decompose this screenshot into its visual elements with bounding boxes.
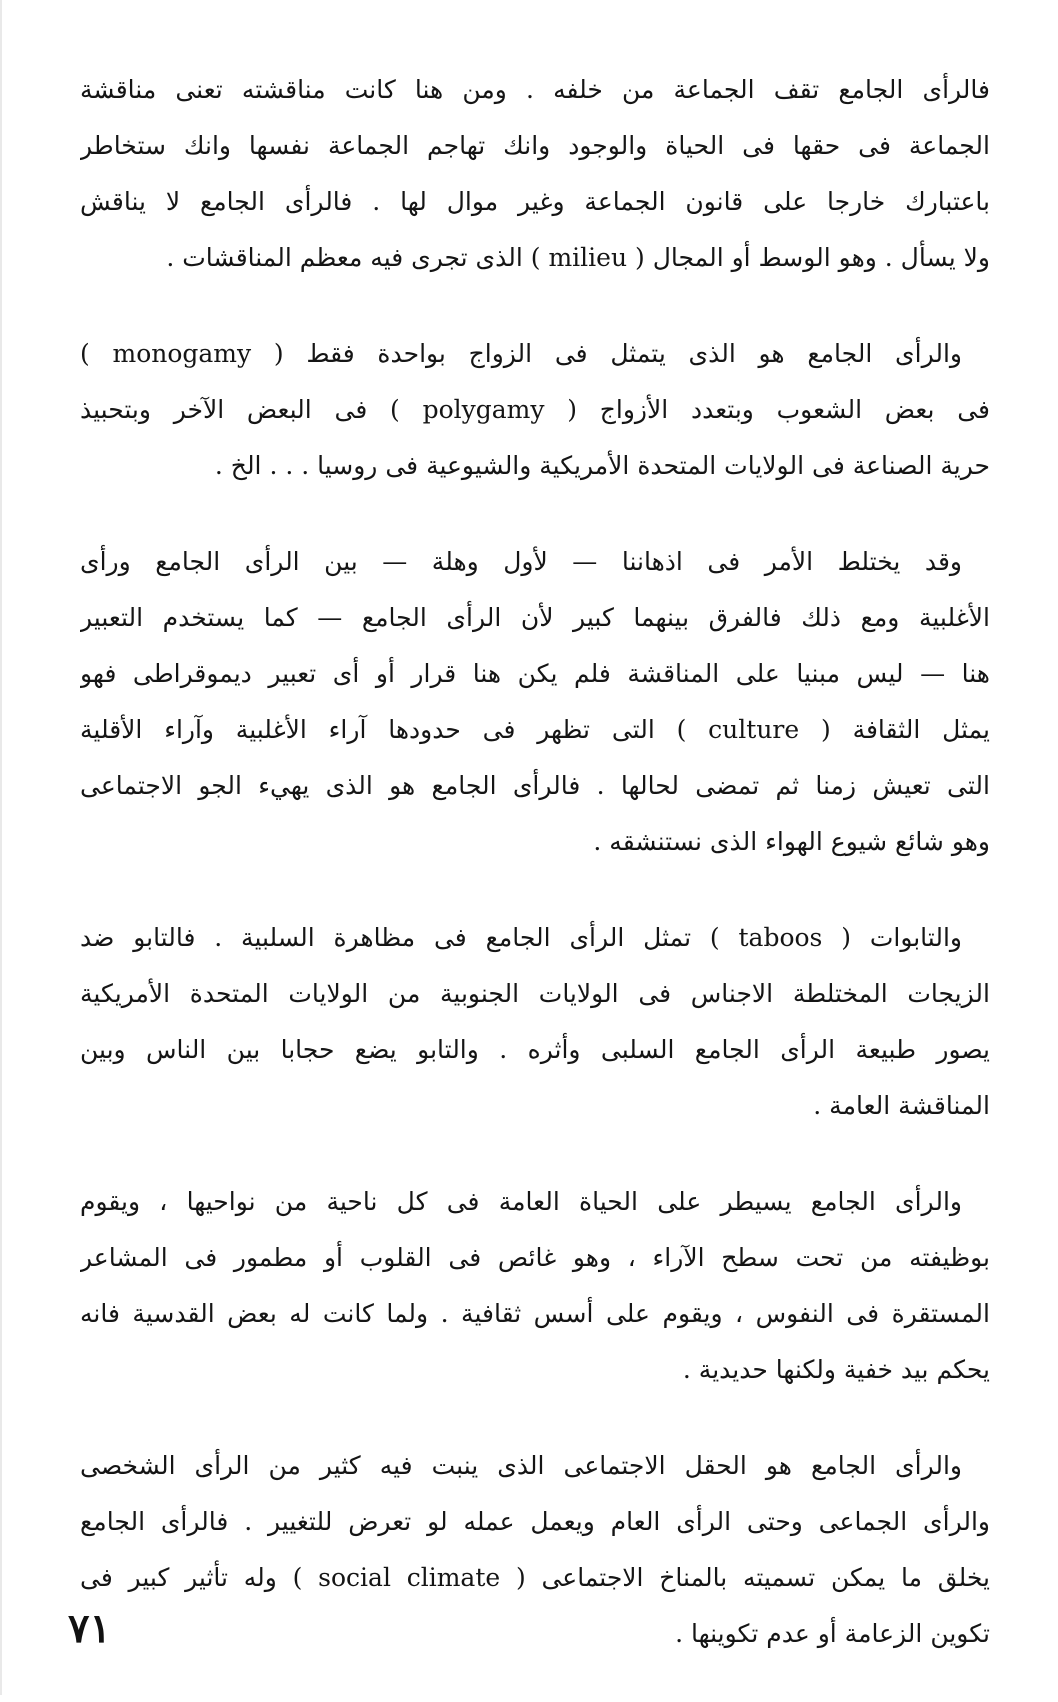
text-line: هنا — ليس مبنيا على المناقشة فلم يكن هنا قرار أو أى تعبير ديموقراطى فهو [80,659,990,688]
text-line: تكوين الزعامة أو عدم تكوينها . [675,1619,990,1648]
text-line: والرأى الجماعى وحتى الرأى العام ويعمل عمله لو تعرض للتغيير . فالرأى الجامع [80,1507,990,1536]
body-text [80,62,990,1702]
text-line: الزيجات المختلطة الاجناس فى الولايات الجنوبية من الولايات المتحدة الأمريكية [80,979,990,1008]
text-line: باعتبارك خارجا على قانون الجماعة وغير موال لها . فالرأى الجامع لا يناقش [80,187,990,216]
text-line: التى تعيش زمنا ثم تمضى لحالها . فالرأى الجامع هو الذى يهيء الجو الاجتماعى [80,771,990,800]
text-line: فى بعض الشعوب وبتعدد الأزواج ( polygamy ) فى البعض الآخر وبتحبيذ [80,395,990,424]
text-line: المستقرة فى النفوس ، ويقوم على أسس ثقافية . ولما كانت له بعض القدسية فانه [80,1299,990,1328]
scan-edge [0,0,2,1695]
text-line: والرأى الجامع هو الذى يتمثل فى الزواج بواحدة فقط ( monogamy ) [80,339,962,368]
text-line: حرية الصناعة فى الولايات المتحدة الأمريكية والشيوعية فى روسيا . . . الخ . [214,451,990,480]
text-line: المناقشة العامة . [813,1091,990,1120]
paragraph-4 [80,910,990,1134]
page-number: ٧١ [68,1605,111,1652]
text-line: يمثل الثقافة ( culture ) التى تظهر فى حدودها آراء الأغلبية وآراء الأقلية [80,715,990,744]
text-line: والرأى الجامع يسيطر على الحياة العامة فى كل ناحية من نواحيها ، ويقوم [80,1187,962,1216]
paragraph-6 [80,1438,990,1662]
text-line: يخلق ما يمكن تسميته بالمناخ الاجتماعى ( social climate ) وله تأثير كبير فى [80,1563,990,1592]
text-line: بوظيفته من تحت سطح الآراء ، وهو غائص فى القلوب أو مطمور فى المشاعر [80,1243,990,1272]
text-line: وقد يختلط الأمر فى اذهاننا — لأول وهلة — بين الرأى الجامع ورأى [80,547,962,576]
text-line: فالرأى الجامع تقف الجماعة من خلفه . ومن هنا كانت مناقشته تعنى مناقشة [80,75,990,104]
text-line: الأغلبية ومع ذلك فالفرق بينهما كبير لأن الرأى الجامع — كما يستخدم التعبير [80,603,990,632]
text-line: والتابوات ( taboos ) تمثل الرأى الجامع فى مظاهرة السلبية . فالتابو ضد [80,923,962,952]
paragraph-1 [80,62,990,286]
text-line: الجماعة فى حقها فى الحياة والوجود وانك تهاجم الجماعة نفسها وانك ستخاطر [80,131,990,160]
text-line: يحكم بيد خفية ولكنها حديدية . [682,1355,990,1384]
paragraph-5 [80,1174,990,1398]
paragraph-3 [80,534,990,870]
text-line: ولا يسأل . وهو الوسط أو المجال ( milieu ) الذى تجرى فيه معظم المناقشات . [166,243,990,272]
text-line: يصور طبيعة الرأى الجامع السلبى وأثره . والتابو يضع حجابا بين الناس وبين [80,1035,990,1064]
paragraph-2 [80,326,990,494]
text-line: والرأى الجامع هو الحقل الاجتماعى الذى ينبت فيه كثير من الرأى الشخصى [80,1451,962,1480]
text-line: وهو شائع شيوع الهواء الذى نستنشقه . [593,827,990,856]
